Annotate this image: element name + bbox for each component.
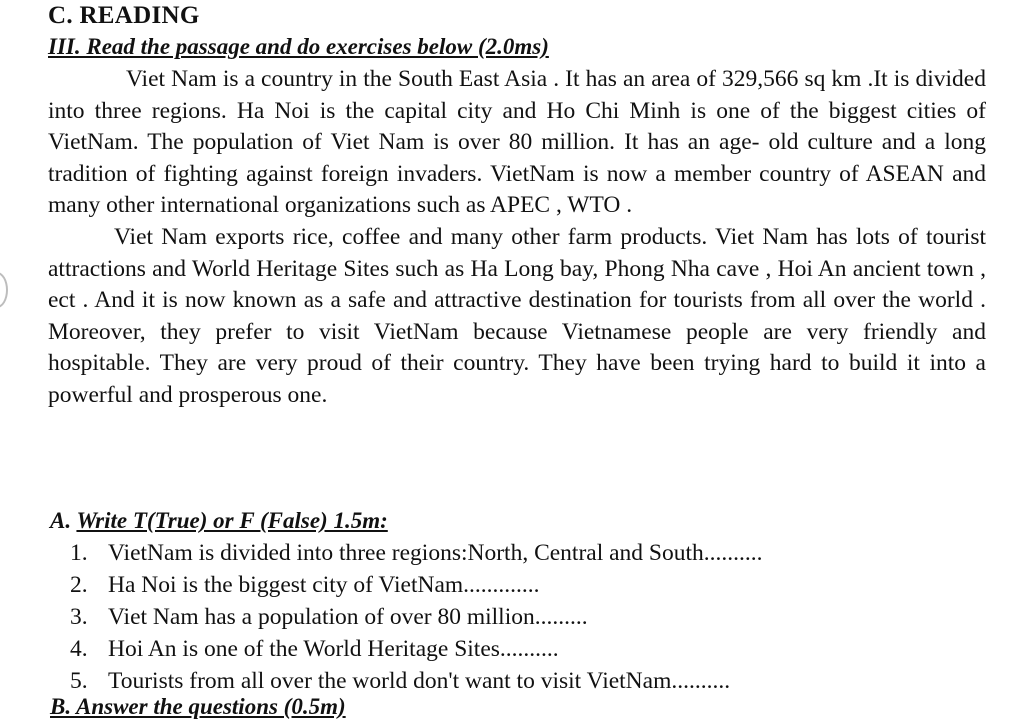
page-edge-mark bbox=[0, 272, 8, 308]
exercise-a-heading bbox=[50, 508, 388, 534]
list-item bbox=[70, 665, 763, 697]
answer-blank[interactable]: .......... bbox=[499, 636, 559, 662]
passage-paragraph-1: Viet Nam is a country in the South East Asia . It has an area of 329,566 sq km .It is divided into three regions. Ha Noi is the capital city and Ho Chi Minh is one of the biggest cities of VietNam. The population of Viet Nam is over 80 million. It has an age- old culture and a long tradition of fighting against foreign invaders. VietNam is now a member country of ASEAN and many other international organizations such as APEC , WTO . bbox=[48, 66, 986, 219]
list-item bbox=[70, 601, 763, 633]
reading-passage bbox=[48, 64, 986, 412]
item-number: 4. bbox=[70, 636, 88, 662]
true-false-list bbox=[70, 537, 763, 697]
item-statement: VietNam is divided into three regions:North, Central and South bbox=[108, 540, 704, 566]
exercise-a-title: Write T(True) or F (False) 1.5m: bbox=[76, 508, 388, 533]
exercise-a-label: A. bbox=[50, 508, 72, 533]
item-statement: Viet Nam has a population of over 80 million bbox=[108, 604, 535, 630]
item-number: 2. bbox=[70, 572, 88, 598]
item-number: 1. bbox=[70, 540, 88, 566]
task-heading: III. Read the passage and do exercises below (2.0ms) bbox=[48, 34, 549, 59]
exercise-b-heading: B. Answer the questions (0.5m) bbox=[50, 694, 346, 719]
item-statement: Tourists from all over the world don't want to visit VietNam bbox=[108, 668, 672, 694]
list-item bbox=[70, 569, 763, 601]
item-number: 5. bbox=[70, 668, 88, 694]
item-statement: Ha Noi is the biggest city of VietNam bbox=[108, 572, 464, 598]
answer-blank[interactable]: .......... bbox=[671, 668, 731, 694]
answer-blank[interactable]: .......... bbox=[703, 540, 763, 566]
answer-blank[interactable]: ......... bbox=[534, 604, 588, 630]
list-item bbox=[70, 633, 763, 665]
item-statement: Hoi An is one of the World Heritage Sites bbox=[108, 636, 500, 662]
item-number: 3. bbox=[70, 604, 88, 630]
answer-blank[interactable]: ............. bbox=[463, 572, 540, 598]
section-title: C. READING bbox=[48, 2, 200, 29]
list-item bbox=[70, 537, 763, 569]
passage-paragraph-2: Viet Nam exports rice, coffee and many other farm products. Viet Nam has lots of tourist attractions and World Heritage Sites such as Ha Long bay, Phong Nha cave , Hoi An ancient town , ect . And it is now known as a safe and attractive destination for tourists from all over the world . Moreover, they prefer to visit VietNam because Vietnamese people are very friendly and hospitable. They are very proud of their country. They have been trying hard to build it into a powerful and prosperous one. bbox=[48, 223, 986, 408]
